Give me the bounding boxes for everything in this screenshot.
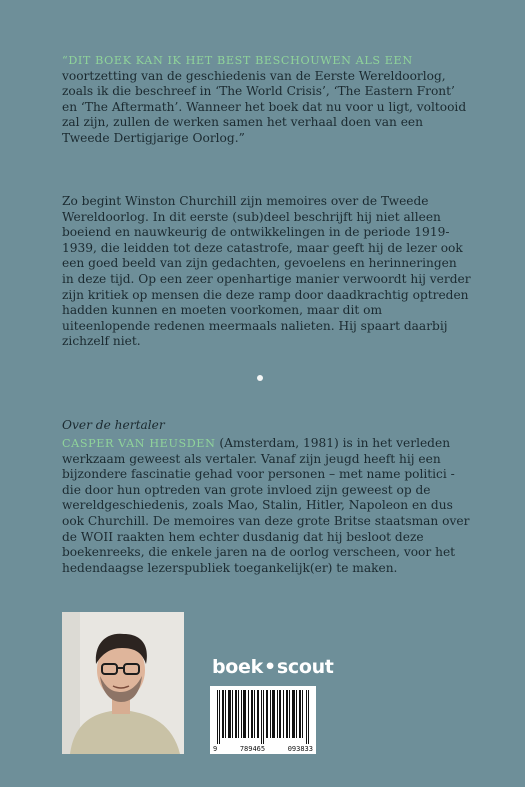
quote-lead: “DIT BOEK KAN IK HET BEST BESCHOUWEN ALS EEN [62, 54, 413, 67]
translator-name: CASPER VAN HEUSDEN [62, 437, 216, 450]
translator-heading: Over de hertaler [62, 418, 165, 432]
translator-bio-text: (Amsterdam, 1981) is in het verleden werkzaam geweest als vertaler. Vanaf zijn jeugd heeft hij een bijzondere fascinatie gehad voor personen – met name politici - die door hun optreden van grote invloed zijn geweest op de wereldgeschiedenis, zoals Mao, Stalin, Hitler, Napoleon en dus ook Churchill. De memoires van deze grote Britse staatsman over de WOII raakten hem echter dusdanig dat hij besloot deze boekenreeks, die enkele jaren na de oorlog verscheen, voor het hedendaagse lezerspubliek toegankelijk(er) te maken. [62, 436, 470, 575]
translator-photo [62, 612, 184, 754]
publisher-logo: boek•scout [212, 656, 334, 678]
opening-quote [62, 53, 472, 147]
translator-bio [62, 436, 472, 576]
barcode-bars [210, 686, 316, 744]
book-description: Zo begint Winston Churchill zijn memoires over de Tweede Wereldoorlog. In dit eerste (sub)deel beschrijft hij niet alleen boeiend en nauwkeurig de ontwikkelingen in de periode 1919-1939, die leidden tot deze catastrofe, maar geeft hij de lezer ook een goed beeld van zijn gedachten, gevoelens en herinneringen in deze tijd. Op een zeer openhartige manier verwoordt hij verder zijn kritiek op mensen die deze ramp door daadkrachtig optreden hadden kunnen en moeten voorkomen, maar dit om uiteenlopende redenen meermaals nalieten. Hij spaart daarbij zichzelf niet. [62, 194, 471, 349]
isbn-barcode [210, 686, 316, 754]
separator-dot [257, 375, 263, 381]
barcode-digits: 9 789465 093833 [213, 745, 313, 753]
quote-rest: voortzetting van de geschiedenis van de Eerste Wereldoorlog, zoals ik die beschreef in ‘The World Crisis’, ‘The Eastern Front’ en ‘The Aftermath’. Wanneer het boek dat nu voor u ligt, voltooid zal zijn, zullen de werken samen het verhaal doen van een Tweede Dertigjarige Oorlog.” [62, 68, 467, 145]
